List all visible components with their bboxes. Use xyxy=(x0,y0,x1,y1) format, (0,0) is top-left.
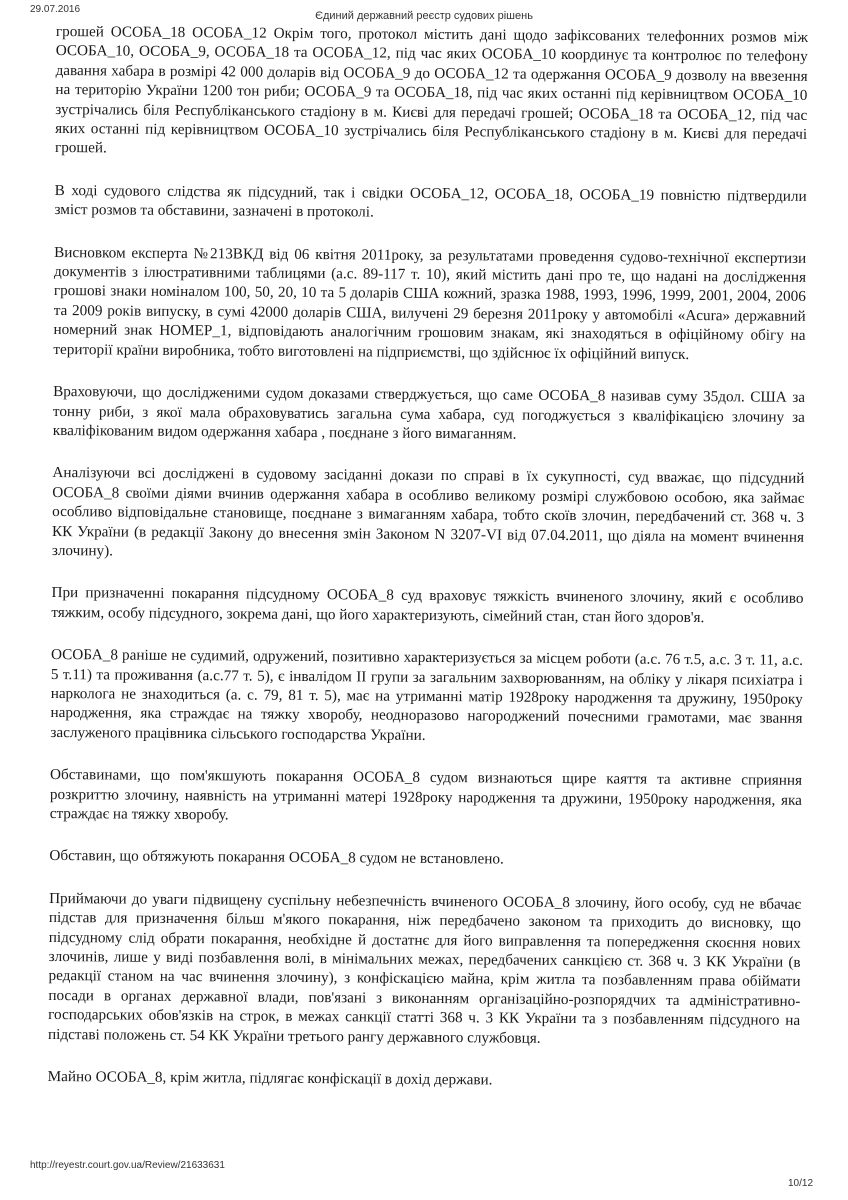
paragraph-testimony: В ході судового слідства як підсудний, так і свідки ОСОБА_12, ОСОБА_18, ОСОБА_19 повністю підтвердили зміст розмов та обставини, зазначені в протоколі. xyxy=(54,181,807,221)
paragraph-aggravating: Обставин, що обтяжують покарання ОСОБА_8 судом не встановлено. xyxy=(49,847,504,868)
paragraph-qualification: Враховуючи, що дослідженими судом доказами стверджується, що саме ОСОБА_8 називав суму 35дол. США за тонну риби, з якої мала обраховуватись загальна сума хабара, суд погоджується з кваліфікацією злочину за кваліфікованим видом одержання хабара , поєднане з його вимаганням. xyxy=(52,383,806,443)
print-header xyxy=(0,4,848,24)
site-title: Єдиний державний реєстр судових рішень xyxy=(315,10,533,22)
paragraph-analysis: Аналізуючи всі досліджені в судовому засіданні докази по справі в їх сукупності, суд вважає, що підсудний ОСОБА_8 своїми діями вчинив одержання хабара в особливо великому розмірі службовою особою, яка займає особливо відповідальне становище, поєднане з вимаганням хабара, тобто скоїв злочин, передбачений ст. 368 ч. 3 КК України (в редакції Закону до внесення змін Законом N 3207-VI від 07.04.2011, що діяла на момент вчинення злочину). xyxy=(51,464,805,560)
print-date: 29.07.2016 xyxy=(30,4,81,15)
paragraph-punishment: Приймаючи до уваги підвищену суспільну небезпечність вчиненого ОСОБА_8 злочину, його особу, суд не вбачає підстав для призначення більш м'якого покарання, ніж передбачено законом та приходить до висновку, що підсудному слід обрати покарання, необхідне й достатнє для його виправлення та попередження скоєння нових злочинів, лише у виді позбавлення волі, в мінімальних межах, передбачених санкцією ст. 368 ч. 3 КК України (в редакції станом на час вчинення злочину), з конфіскацією майна, крім житла та позбавленням права обіймати посади в органах державної влади, пов'язані з виконанням організаційно-розпорядчих та адміністративно-господарських обов'язків на строк, в межах санкції статті 368 ч. 3 КК України та з позбавленням підсудного на підставі положень ст. 54 КК України третього рангу державного службовця. xyxy=(47,889,802,1047)
paragraph-sentencing-factors: При призначенні покарання підсудному ОСОБА_8 суд враховує тяжкість вчиненого злочину, який є особливо тяжким, особу підсудного, зокрема дані, що його характеризують, сімейний стан, стан його здоров'я. xyxy=(51,584,804,626)
page-url[interactable]: http://reyestr.court.gov.ua/Review/21633631 xyxy=(30,1160,225,1171)
print-footer xyxy=(0,1158,848,1198)
paragraph-protocol: грошей ОСОБА_18 ОСОБА_12 Окрім того, протокол містить дані щодо зафіксованих телефонних розмов між ОСОБА_10, ОСОБА_9, ОСОБА_18 та ОСОБА_12, під час яких ОСОБА_10 координує та контролює по телефону давання хабара в розмірі 42 000 доларів від ОСОБА_9 до ОСОБА_12 та одержання ОСОБА_9 дозволу на ввезення на територію України 1200 тон риби; ОСОБА_9 та ОСОБА_18, під час яких останні під керівництвом ОСОБА_10 зустрічались біля Республіканського стадіону в м. Києві для передачі грошей; ОСОБА_18 та ОСОБА_12, під час яких останні під керівництвом ОСОБА_10 зустрічались біля Республіканського стадіону в м. Києві для передачі грошей. xyxy=(54,22,808,157)
paragraph-confiscation: Майно ОСОБА_8, крім житла, підлягає конфіскації в дохід держави. xyxy=(47,1068,493,1089)
paragraph-mitigating: Обставинами, що пом'якшують покарання ОСОБА_8 судом визнаються щире каяття та активне сприяння розкриттю злочину, наявність на утриманні матері 1928року народження та дружини, 1950року народження, яка страждає на тяжку хворобу. xyxy=(49,766,803,824)
paragraph-expert-conclusion: Висновком експерта №213ВКД від 06 квітня 2011року, за результатами проведення судово-технічної експертизи документів з ілюстративними таблицями (а.с. 89-117 т. 10), який містить дані про те, що надані на дослідження грошові знаки номіналом 100, 50, 20, 10 та 5 доларів США кожний, зразка 1988, 1993, 1996, 1999, 2001, 2004, 2006 та 2009 років випуску, в сумі 42000 доларів США, вилучені 29 березня 2011року у автомобілі «Acura» державний номерний знак НОМЕР_1, відповідають аналогічним грошовим знакам, які знаходяться в офіційному обігу на території країни виробника, тобто виготовлені на підприємстві, що здійснює їх офіційний випуск. xyxy=(53,243,807,363)
document-body xyxy=(47,22,808,1115)
paragraph-characteristics: ОСОБА_8 раніше не судимий, одружений, позитивно характеризується за місцем роботи (а.с. 76 т.5, а.с. 3 т. 11, а.с. 5 т.11) та проживання (а.с.77 т. 5), є інвалідом II групи за загальним захворюванням, на обліку у лікаря психіатра і нарколога не знаходиться (а. с. 79, 81 т. 5), має на утриманні матір 1928року народження та дружину, 1950року народження, яка страждає на тяжку хворобу, неодноразово нагороджений почесними грамотами, має звання заслуженого працівника сільського господарства України. xyxy=(50,646,804,744)
page-number: 10/12 xyxy=(788,1178,814,1189)
